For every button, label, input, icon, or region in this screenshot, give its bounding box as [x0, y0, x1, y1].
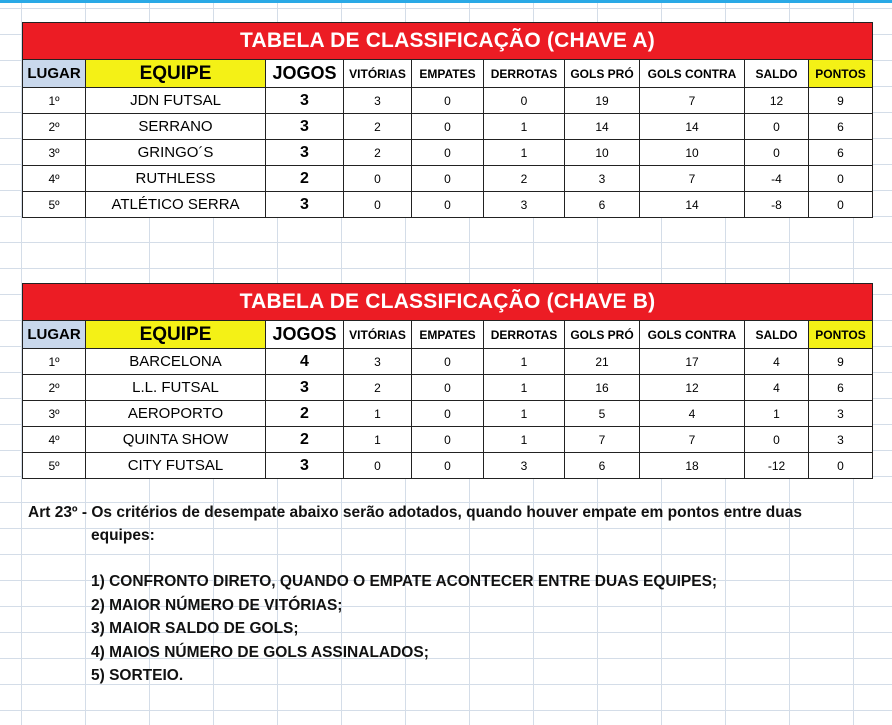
- cell-derrotas: 1: [484, 375, 565, 401]
- table-title: TABELA DE CLASSIFICAÇÃO (CHAVE B): [23, 284, 873, 321]
- cell-saldo: 4: [745, 375, 809, 401]
- cell-derrotas: 3: [484, 453, 565, 479]
- table-row: [23, 114, 873, 140]
- cell-equipe: JDN FUTSAL: [86, 88, 266, 114]
- cell-vitorias: 2: [344, 140, 412, 166]
- cell-gols-pro: 3: [565, 166, 640, 192]
- cell-pontos: 9: [809, 88, 873, 114]
- header-equipe: EQUIPE: [86, 321, 266, 349]
- cell-pontos: 0: [809, 453, 873, 479]
- cell-gols-contra: 14: [640, 114, 745, 140]
- cell-gols-pro: 21: [565, 349, 640, 375]
- criterion-4: 4) MAIOS NÚMERO DE GOLS ASSINALADOS;: [91, 643, 429, 661]
- cell-jogos: 3: [266, 375, 344, 401]
- cell-gols-contra: 7: [640, 166, 745, 192]
- cell-saldo: 0: [745, 427, 809, 453]
- header-vitorias: VITÓRIAS: [344, 321, 412, 349]
- header-lugar: LUGAR: [23, 60, 86, 88]
- table-row: [23, 140, 873, 166]
- cell-lugar: 1º: [23, 88, 86, 114]
- standings-table-chave-a: [22, 22, 873, 218]
- cell-derrotas: 2: [484, 166, 565, 192]
- header-gols-contra: GOLS CONTRA: [640, 60, 745, 88]
- cell-pontos: 3: [809, 427, 873, 453]
- cell-equipe: L.L. FUTSAL: [86, 375, 266, 401]
- cell-gols-pro: 19: [565, 88, 640, 114]
- cell-empates: 0: [412, 166, 484, 192]
- cell-gols-contra: 4: [640, 401, 745, 427]
- rules-intro: Art 23º - Os critérios de desempate abaixo serão adotados, quando houver empate em pontos entre duas: [28, 504, 802, 521]
- cell-equipe: CITY FUTSAL: [86, 453, 266, 479]
- header-vitorias: VITÓRIAS: [344, 60, 412, 88]
- cell-empates: 0: [412, 192, 484, 218]
- top-accent-bar: [0, 0, 892, 3]
- cell-equipe: BARCELONA: [86, 349, 266, 375]
- cell-derrotas: 1: [484, 401, 565, 427]
- criterion-5: 5) SORTEIO.: [91, 667, 184, 684]
- criterion-2: 2) MAIOR NÚMERO DE VITÓRIAS;: [91, 596, 343, 614]
- cell-gols-pro: 16: [565, 375, 640, 401]
- header-derrotas: DERROTAS: [484, 321, 565, 349]
- cell-gols-pro: 7: [565, 427, 640, 453]
- header-gols-pro: GOLS PRÓ: [565, 321, 640, 349]
- cell-jogos: 2: [266, 427, 344, 453]
- header-empates: EMPATES: [412, 60, 484, 88]
- cell-pontos: 0: [809, 166, 873, 192]
- cell-derrotas: 1: [484, 140, 565, 166]
- cell-empates: 0: [412, 140, 484, 166]
- cell-derrotas: 1: [484, 427, 565, 453]
- header-row: [23, 60, 873, 88]
- cell-jogos: 2: [266, 401, 344, 427]
- rules-intro-continued: equipes:: [91, 527, 155, 544]
- cell-equipe: AEROPORTO: [86, 401, 266, 427]
- cell-jogos: 3: [266, 140, 344, 166]
- cell-equipe: SERRANO: [86, 114, 266, 140]
- cell-pontos: 9: [809, 349, 873, 375]
- cell-derrotas: 3: [484, 192, 565, 218]
- cell-vitorias: 1: [344, 427, 412, 453]
- cell-equipe: GRINGO´S: [86, 140, 266, 166]
- criterion-1: 1) CONFRONTO DIRETO, QUANDO O EMPATE ACONTECER ENTRE DUAS EQUIPES;: [91, 573, 718, 590]
- cell-saldo: -4: [745, 166, 809, 192]
- cell-vitorias: 0: [344, 453, 412, 479]
- header-pontos: PONTOS: [809, 60, 873, 88]
- cell-vitorias: 2: [344, 375, 412, 401]
- cell-lugar: 3º: [23, 401, 86, 427]
- cell-saldo: 1: [745, 401, 809, 427]
- table-title: TABELA DE CLASSIFICAÇÃO (CHAVE A): [23, 23, 873, 60]
- cell-jogos: 3: [266, 453, 344, 479]
- cell-saldo: -8: [745, 192, 809, 218]
- cell-lugar: 5º: [23, 192, 86, 218]
- cell-gols-contra: 7: [640, 427, 745, 453]
- cell-gols-contra: 17: [640, 349, 745, 375]
- cell-vitorias: 3: [344, 349, 412, 375]
- header-derrotas: DERROTAS: [484, 60, 565, 88]
- table-row: [23, 401, 873, 427]
- rules-spacer: [28, 547, 878, 570]
- standings-table-chave-b: [22, 283, 873, 479]
- cell-saldo: 4: [745, 349, 809, 375]
- cell-pontos: 0: [809, 192, 873, 218]
- cell-empates: 0: [412, 427, 484, 453]
- cell-vitorias: 0: [344, 192, 412, 218]
- cell-vitorias: 1: [344, 401, 412, 427]
- header-gols-pro: GOLS PRÓ: [565, 60, 640, 88]
- cell-lugar: 2º: [23, 375, 86, 401]
- cell-empates: 0: [412, 88, 484, 114]
- cell-lugar: 5º: [23, 453, 86, 479]
- cell-gols-pro: 14: [565, 114, 640, 140]
- cell-jogos: 3: [266, 114, 344, 140]
- cell-lugar: 1º: [23, 349, 86, 375]
- cell-gols-contra: 7: [640, 88, 745, 114]
- table-row: [23, 192, 873, 218]
- cell-saldo: 0: [745, 140, 809, 166]
- table-row: [23, 427, 873, 453]
- cell-pontos: 3: [809, 401, 873, 427]
- cell-saldo: 12: [745, 88, 809, 114]
- header-gols-contra: GOLS CONTRA: [640, 321, 745, 349]
- cell-gols-pro: 6: [565, 453, 640, 479]
- header-empates: EMPATES: [412, 321, 484, 349]
- cell-pontos: 6: [809, 375, 873, 401]
- criterion-3: 3) MAIOR SALDO DE GOLS;: [91, 620, 299, 637]
- table-row: [23, 453, 873, 479]
- cell-lugar: 3º: [23, 140, 86, 166]
- cell-equipe: QUINTA SHOW: [86, 427, 266, 453]
- cell-empates: 0: [412, 114, 484, 140]
- table-row: [23, 375, 873, 401]
- cell-pontos: 6: [809, 140, 873, 166]
- header-jogos: JOGOS: [266, 321, 344, 349]
- cell-empates: 0: [412, 453, 484, 479]
- header-lugar: LUGAR: [23, 321, 86, 349]
- cell-jogos: 3: [266, 192, 344, 218]
- cell-vitorias: 2: [344, 114, 412, 140]
- table-row: [23, 166, 873, 192]
- cell-gols-pro: 10: [565, 140, 640, 166]
- cell-pontos: 6: [809, 114, 873, 140]
- cell-jogos: 3: [266, 88, 344, 114]
- cell-gols-contra: 18: [640, 453, 745, 479]
- cell-empates: 0: [412, 375, 484, 401]
- cell-gols-pro: 6: [565, 192, 640, 218]
- cell-equipe: ATLÉTICO SERRA: [86, 192, 266, 218]
- table-row: [23, 349, 873, 375]
- header-equipe: EQUIPE: [86, 60, 266, 88]
- header-row: [23, 321, 873, 349]
- cell-lugar: 4º: [23, 427, 86, 453]
- cell-gols-contra: 14: [640, 192, 745, 218]
- cell-empates: 0: [412, 401, 484, 427]
- table-row: [23, 88, 873, 114]
- cell-saldo: 0: [745, 114, 809, 140]
- cell-vitorias: 3: [344, 88, 412, 114]
- cell-derrotas: 1: [484, 349, 565, 375]
- cell-lugar: 2º: [23, 114, 86, 140]
- tiebreak-rules: [28, 501, 878, 688]
- cell-gols-pro: 5: [565, 401, 640, 427]
- cell-derrotas: 1: [484, 114, 565, 140]
- cell-empates: 0: [412, 349, 484, 375]
- header-pontos: PONTOS: [809, 321, 873, 349]
- cell-vitorias: 0: [344, 166, 412, 192]
- cell-equipe: RUTHLESS: [86, 166, 266, 192]
- header-saldo: SALDO: [745, 60, 809, 88]
- header-jogos: JOGOS: [266, 60, 344, 88]
- cell-gols-contra: 10: [640, 140, 745, 166]
- cell-lugar: 4º: [23, 166, 86, 192]
- cell-gols-contra: 12: [640, 375, 745, 401]
- cell-jogos: 2: [266, 166, 344, 192]
- cell-derrotas: 0: [484, 88, 565, 114]
- cell-jogos: 4: [266, 349, 344, 375]
- cell-saldo: -12: [745, 453, 809, 479]
- header-saldo: SALDO: [745, 321, 809, 349]
